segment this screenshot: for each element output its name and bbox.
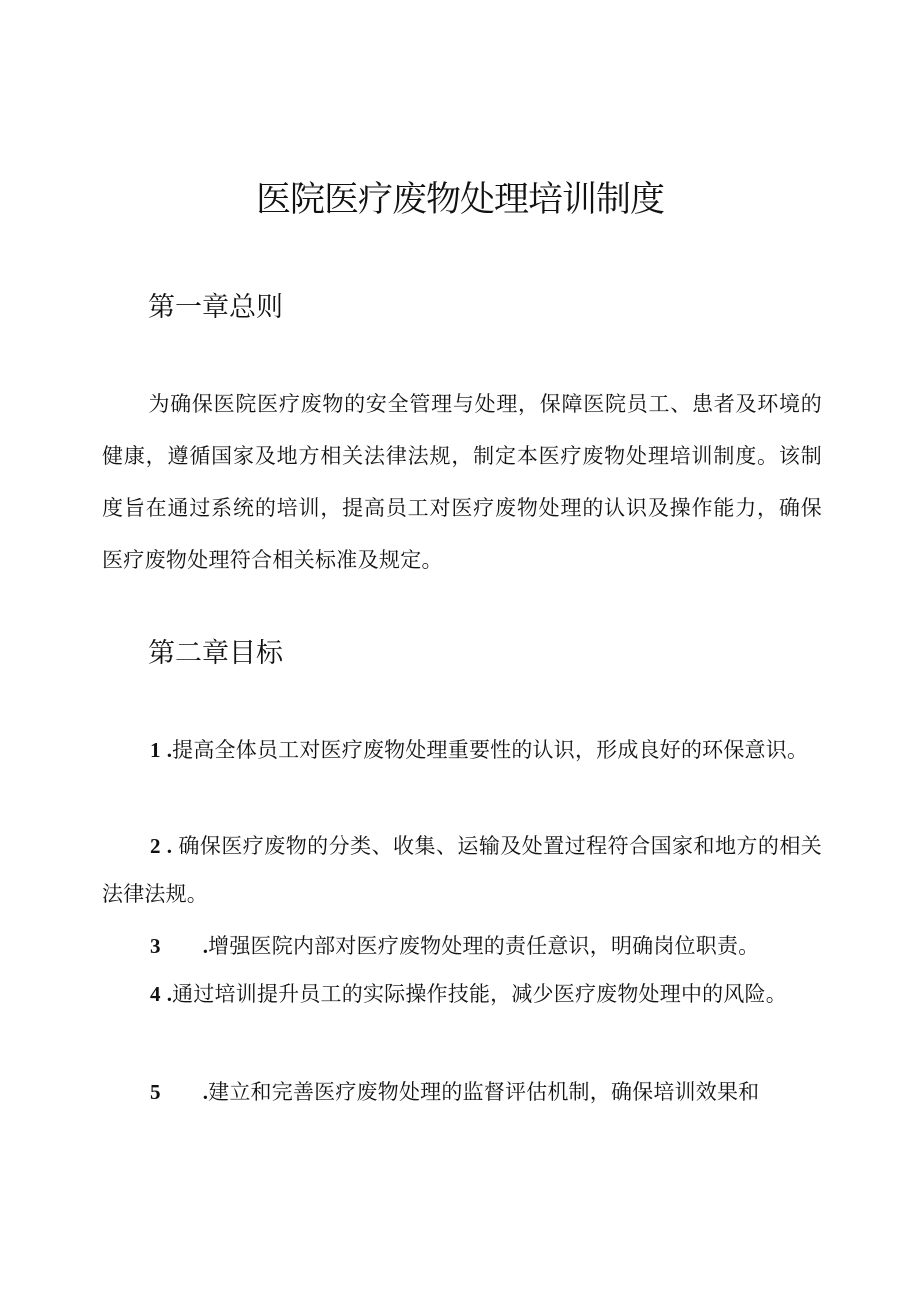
goal-item-1: 1 .提高全体员工对医疗废物处理重要性的认识，形成良好的环保意识。 <box>102 726 822 774</box>
goal-item-2: 2 . 确保医疗废物的分类、收集、运输及处置过程符合国家和地方的相关法律法规。 <box>102 822 822 918</box>
goal-item-number: 2 <box>150 834 161 858</box>
goal-item-number: 1 <box>150 738 161 762</box>
goal-item-text: 通过培训提升员工的实际操作技能，减少医疗废物处理中的风险。 <box>172 982 787 1006</box>
goal-item-text: 确保医疗废物的分类、收集、运输及处置过程符合国家和地方的相关法律法规。 <box>102 834 822 906</box>
goal-item-number: 5 <box>150 1080 161 1104</box>
goal-item-text: 增强医院内部对医疗废物处理的责任意识，明确岗位职责。 <box>208 934 760 958</box>
goal-item-text: 建立和完善医疗废物处理的监督评估机制，确保培训效果和 <box>208 1080 760 1104</box>
chapter-1-paragraph <box>102 378 822 586</box>
goal-item-4: 4 .通过培训提升员工的实际操作技能，减少医疗废物处理中的风险。 <box>102 970 822 1018</box>
goal-item-number: 4 <box>150 982 161 1006</box>
document-title: 医院医疗废物处理培训制度 <box>255 180 664 220</box>
goal-item-text: 提高全体员工对医疗废物处理重要性的认识，形成良好的环保意识。 <box>172 738 809 762</box>
goal-item-number: 3 <box>150 934 161 958</box>
chapter-1-paragraph-text: 为确保医院医疗废物的安全管理与处理，保障医院员工、患者及环境的健康，遵循国家及地方相关法律法规，制定本医疗废物处理培训制度。该制度旨在通过系统的培训，提高员工对医疗废物处理的认识及操作能力，确保医疗废物处理符合相关标准及规定。 <box>102 392 822 572</box>
goal-item-5: 5 .建立和完善医疗废物处理的监督评估机制，确保培训效果和 <box>102 1068 822 1116</box>
chapter-2-heading: 第二章目标 <box>148 638 283 669</box>
goal-item-3: 3 .增强医院内部对医疗废物处理的责任意识，明确岗位职责。 <box>102 922 822 970</box>
chapter-1-heading: 第一章总则 <box>148 292 283 323</box>
